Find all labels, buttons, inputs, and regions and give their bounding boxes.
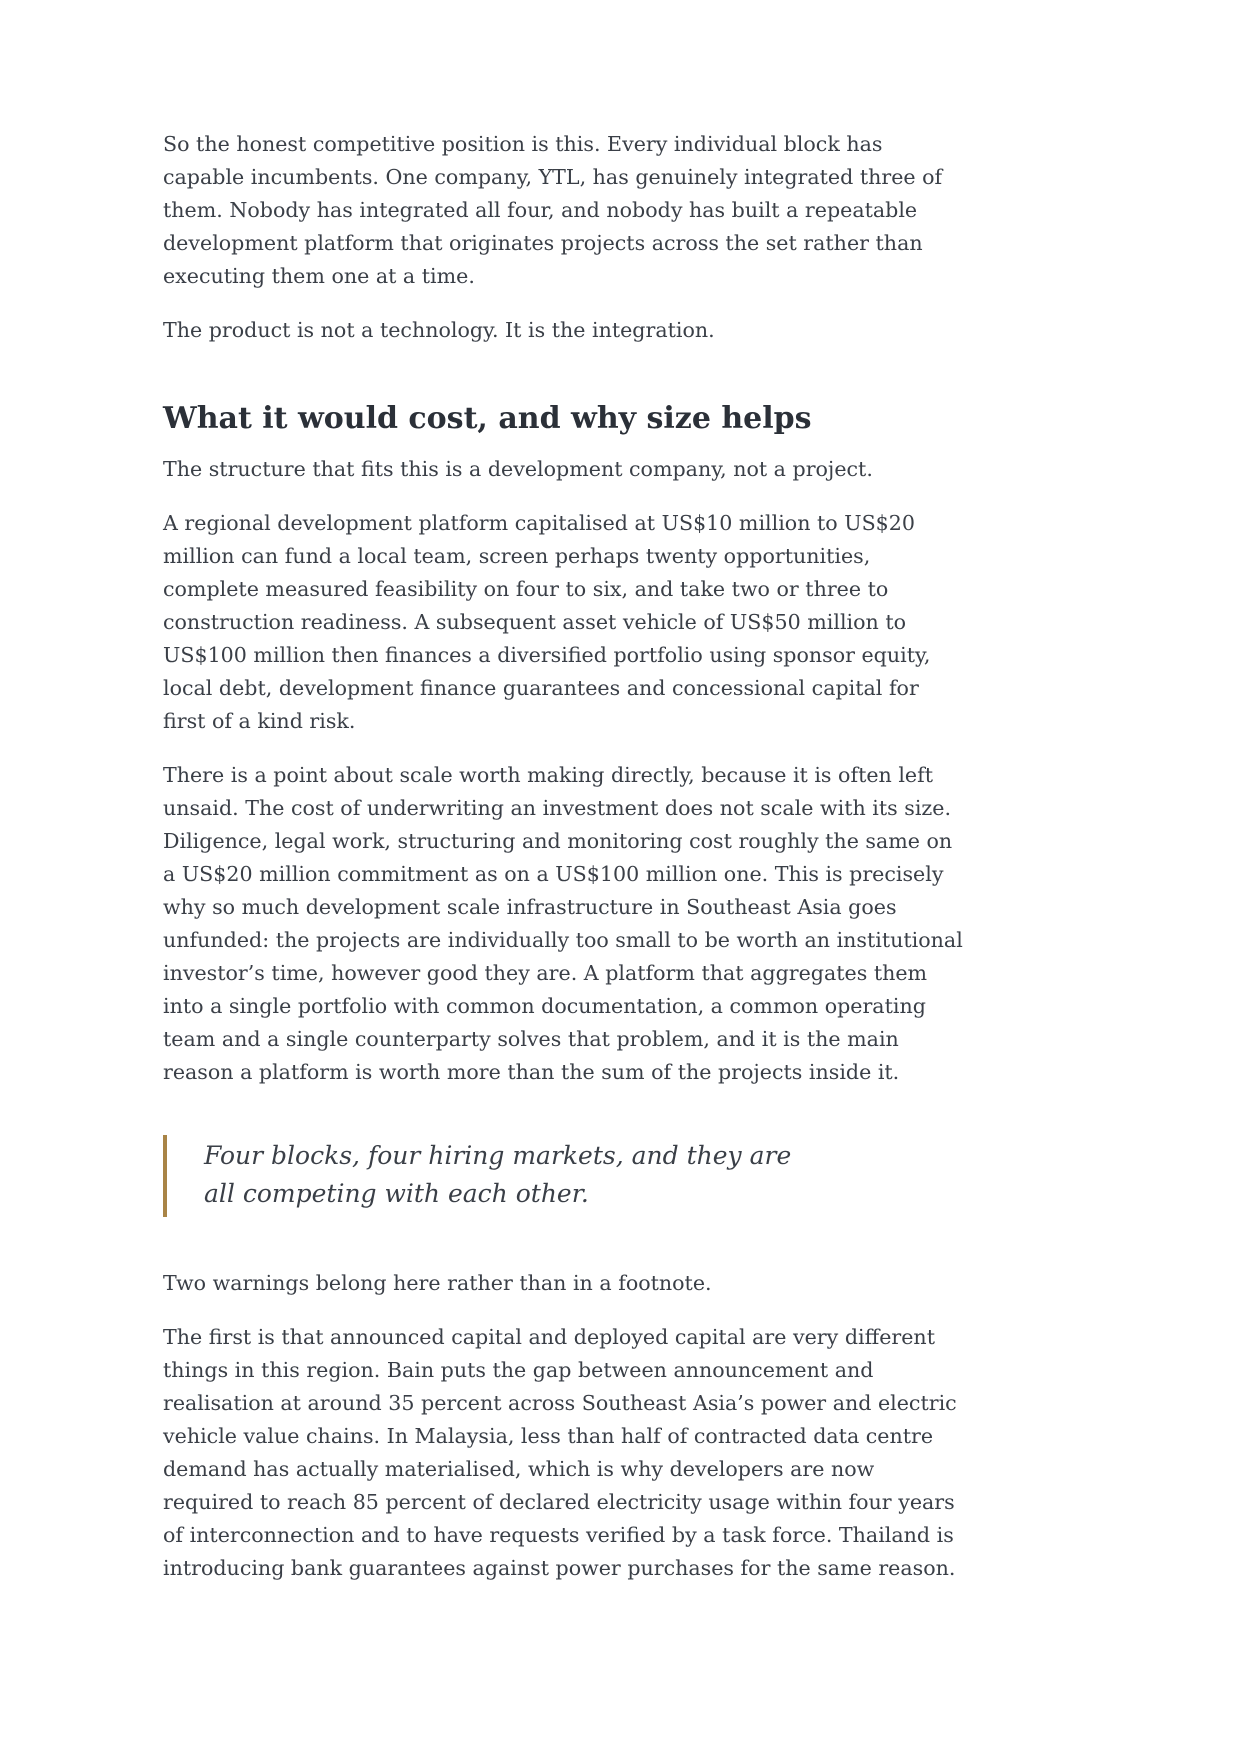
article-body: [163, 128, 963, 1606]
section-heading: What it would cost, and why size helps: [163, 401, 812, 436]
paragraph-product-integration: The product is not a technology. It is the integration.: [163, 318, 715, 342]
pull-quote: Four blocks, four hiring markets, and they are all competing with each other.: [163, 1135, 804, 1217]
paragraph-first-warning: The first is that announced capital and deployed capital are very different things in this region. Bain puts the gap between announcement and realisation at around 35 percent across Southeast Asia’s power and electric vehicle value chains. In Malaysia, less than half of contracted data centre demand has actually materialised, which is why developers are now required to reach 85 percent of declared electricity usage within four years of interconnection and to have requests verified by a task force. Thailand is introducing bank guarantees against power purchases for the same reason.: [163, 1325, 957, 1580]
paragraph-warnings-intro: Two warnings belong here rather than in a footnote.: [163, 1271, 712, 1295]
paragraph-regional-platform: A regional development platform capitalised at US$10 million to US$20 million can fund a local team, screen perhaps twenty opportunities, complete measured feasibility on four to six, and take two or three to construction readiness. A subsequent asset vehicle of US$50 million to US$100 million then finances a diversified portfolio using sponsor equity, local debt, development finance guarantees and concessional capital for first of a kind risk.: [163, 511, 931, 733]
paragraph-structure: The structure that fits this is a development company, not a project.: [163, 457, 873, 481]
paragraph-competitive-position: So the honest competitive position is this. Every individual block has capable incumbents. One company, YTL, has genuinely integrated three of them. Nobody has integrated all four, and nobody has built a repeatable development platform that originates projects across the set rather than executing them one at a time.: [163, 132, 943, 288]
paragraph-scale: There is a point about scale worth making directly, because it is often left unsaid. The cost of underwriting an investment does not scale with its size. Diligence, legal work, structuring and monitoring cost roughly the same on a US$20 million commitment as on a US$100 million one. This is precisely why so much development scale infrastructure in Southeast Asia goes unfunded: the projects are individually too small to be worth an institutional investor’s time, however good they are. A platform that aggregates them into a single portfolio with common documentation, a common operating team and a single counterparty solves that problem, and it is the main reason a platform is worth more than the sum of the projects inside it.: [163, 763, 963, 1084]
